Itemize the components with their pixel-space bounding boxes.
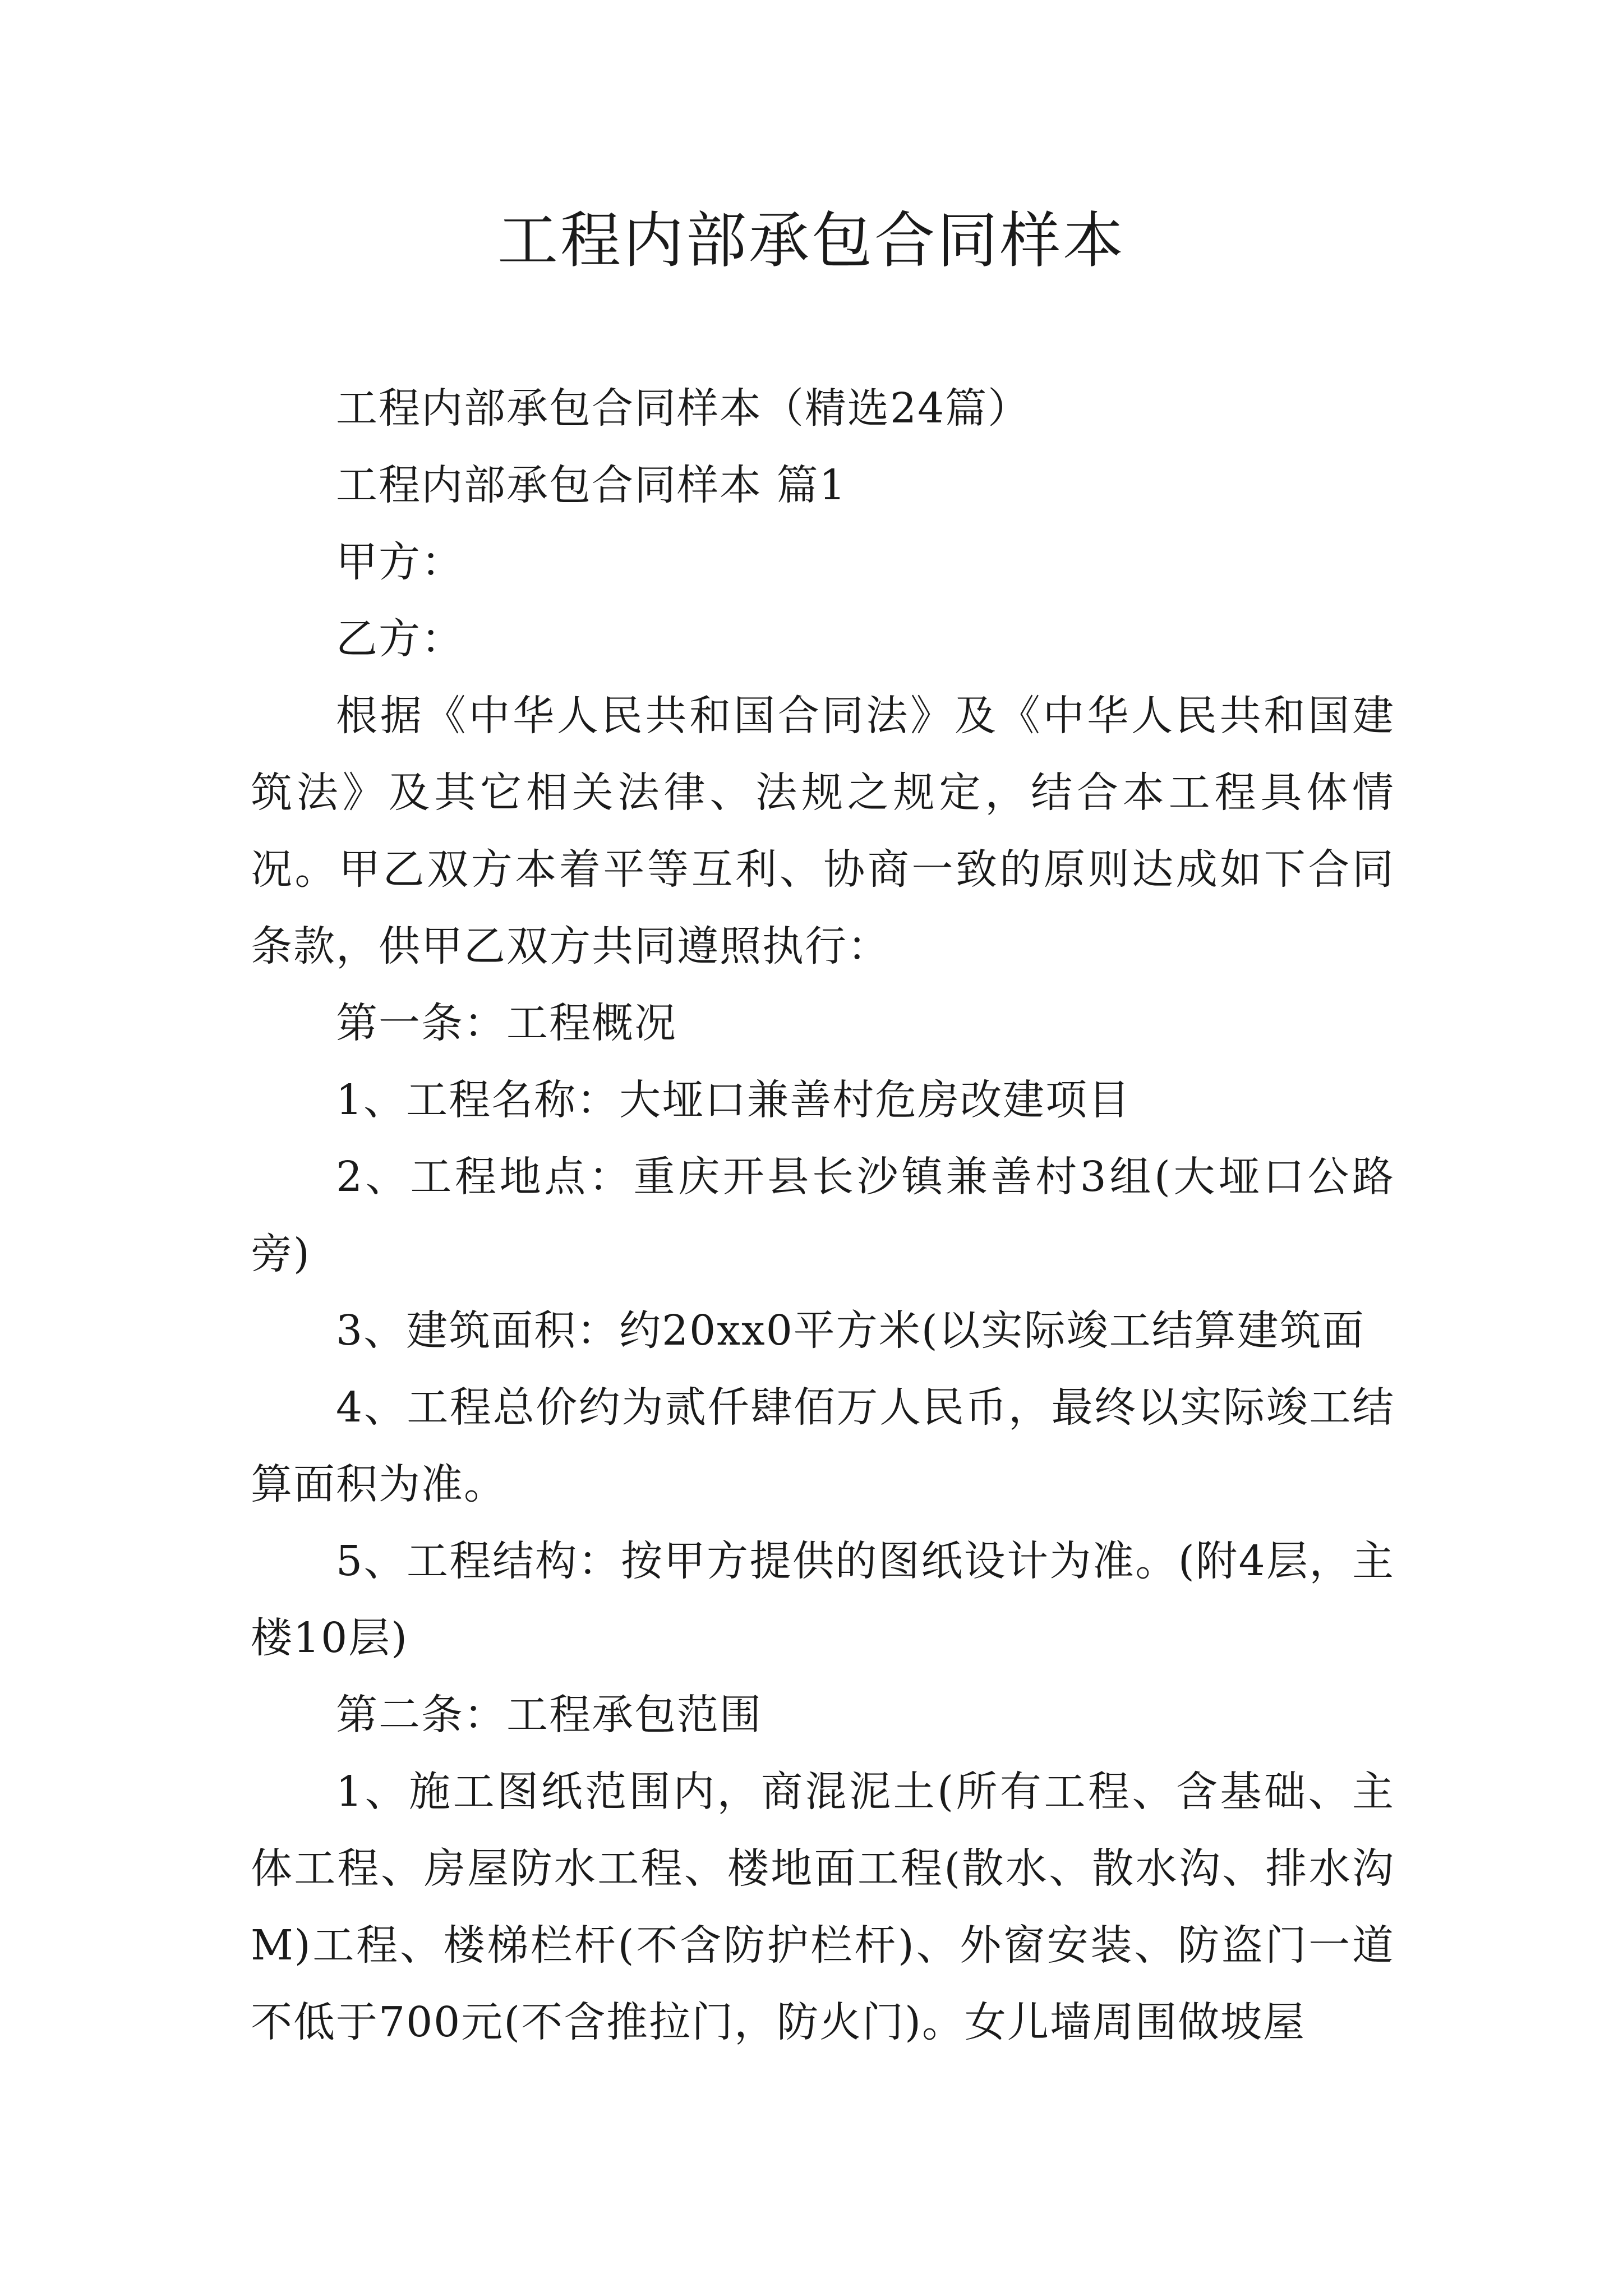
article-heading: 第二条：工程承包范围 bbox=[336, 1691, 762, 1739]
clause-paragraph: 1、工程名称：大垭口兼善村危房改建项目 bbox=[336, 1076, 1131, 1124]
clause-paragraph: 2、工程地点：重庆开县长沙镇兼善村3组(大垭口公路旁) bbox=[251, 1153, 1395, 1278]
party-a-line: 甲方： bbox=[336, 538, 464, 586]
document-body bbox=[251, 370, 1395, 2061]
document-title: 工程内部承包合同样本 bbox=[497, 206, 1126, 276]
subtitle-paragraph: 工程内部承包合同样本（精选24篇） bbox=[336, 384, 1031, 432]
clause-paragraph: 4、工程总价约为贰仟肆佰万人民币，最终以实际竣工结算面积为准。 bbox=[251, 1383, 1395, 1508]
clause-paragraph: 5、工程结构：按甲方提供的图纸设计为准。(附4层，主楼10层) bbox=[251, 1537, 1395, 1662]
clause-paragraph: 3、建筑面积：约20xx0平方米(以实际竣工结算建筑面 bbox=[336, 1306, 1365, 1355]
clause-paragraph: 1、施工图纸范围内，商混泥土(所有工程、含基础、主体工程、房屋防水工程、楼地面工程(散水、散水沟、排水沟M)工程、楼梯栏杆(不含防护栏杆)、外窗安装、防盗门一道不低于700元(不含推拉门，防火门)。女儿墙周围做坡屋 bbox=[251, 1768, 1395, 2046]
section-heading: 工程内部承包合同样本 篇1 bbox=[336, 461, 847, 509]
preamble-paragraph: 根据《中华人民共和国合同法》及《中华人民共和国建筑法》及其它相关法律、法规之规定，结合本工程具体情况。甲乙双方本着平等互利、协商一致的原则达成如下合同条款，供甲乙双方共同遵照执行： bbox=[251, 692, 1395, 970]
party-b-line: 乙方： bbox=[336, 615, 464, 663]
article-heading: 第一条：工程概况 bbox=[336, 999, 677, 1047]
